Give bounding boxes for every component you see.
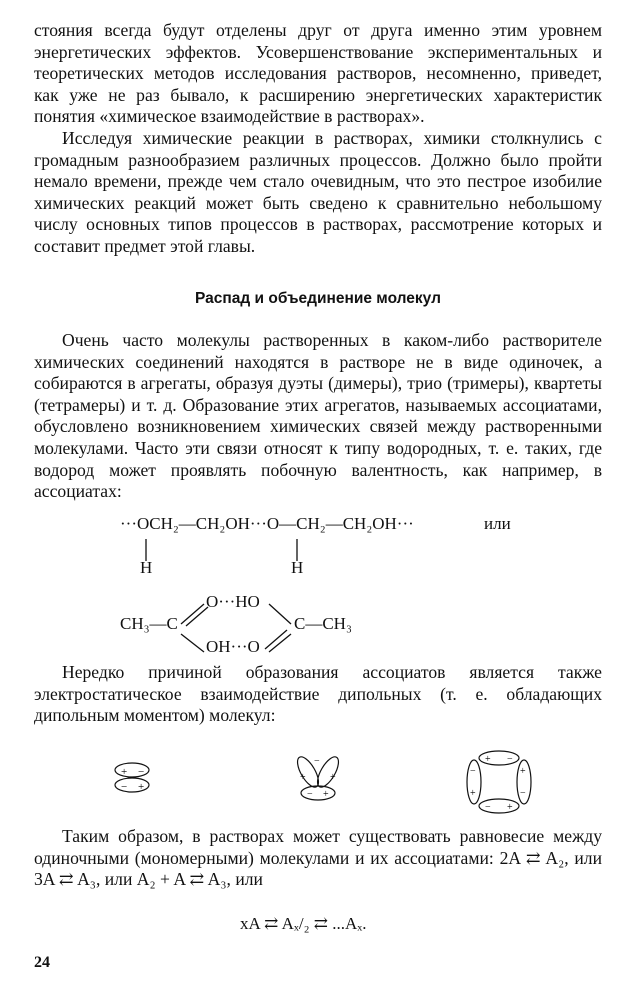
section-heading: Распад и объединение молекул — [195, 290, 441, 307]
plus-sign: + — [507, 802, 513, 813]
eq-mixed: A₂ + A ⇄ A₃, — [136, 869, 231, 890]
or-word-1: или — [484, 514, 511, 533]
book-page — [34, 20, 602, 933]
acetic-bonds — [34, 590, 602, 670]
or-separator-2: или — [104, 869, 133, 890]
page-number: 24 — [34, 954, 50, 971]
h-label-1: H — [140, 558, 153, 577]
eq-a2: 2A ⇄ A₂, — [499, 847, 569, 868]
plus-sign: + — [470, 788, 476, 799]
minus-sign: − — [470, 766, 476, 777]
plus-sign: + — [121, 766, 128, 778]
plus-sign: + — [330, 772, 336, 783]
equilibrium-text: Таким образом, в растворах может существовать равновесие между одиночными (мономерными) молекулами и их ассоциатами: — [34, 826, 602, 868]
dipole-diagrams — [34, 740, 602, 830]
dipole-dimer — [115, 763, 149, 793]
minus-sign: − — [520, 788, 526, 799]
h-label-2: H — [291, 558, 304, 577]
acetic-left-group: CH₃—C — [120, 614, 178, 633]
intro-second-paragraph: Исследуя химические реакции в растворах, химики столкнулись с громадным разнообразием различных процессов. Должно было пройти немало времени, прежде чем стало очевидным, что это пестрое изобилие химических реакций может быть сведено к сравнительно небольшому числу основных типов процессов в растворах, рассмотрение которых и составит предмет этой главы. — [34, 127, 602, 256]
or-separator-3: или — [235, 869, 263, 890]
minus-sign: − — [307, 789, 313, 800]
dipole-tetramer — [467, 751, 531, 813]
minus-sign: − — [507, 754, 513, 765]
equilibrium-paragraph — [34, 826, 602, 891]
intro-continuation-paragraph: стояния всегда будут отделены друг от друга именно этим уровнем энергетических эффектов. Усовершенствование экспериментальных и теоретических методов исследования растворов, несомненно, приведет, как уже не раз бывало, к расширению энергетических характеристик понятия «химическое взаимодействие в растворах». — [34, 20, 602, 127]
acetic-top-bridge: O···HO — [206, 592, 260, 611]
minus-sign: − — [314, 756, 320, 767]
acetic-bottom-bridge: OH···O — [206, 637, 260, 656]
dipole-paragraph: Нередко причиной образования ассоциатов является также электростатическое взаимодействие дипольных (т. е. обладающих дипольным моментом) молекул: — [34, 662, 602, 726]
association-paragraph: Очень часто молекулы растворенных в каком-либо растворителе химических соединений находятся в растворе не в виде одиночек, а собираются в агрегаты, образуя дуэты (димеры), трио (тримеры), квартеты (тетрамеры) и т. д. Образование этих агрегатов, называемых ассоциатами, обусловлено возникновением химических связей между растворенными молекулами. Часто эти связи относят к типу водородных, т. е. таких, где водород может проявлять побочную валентность, как например, в ассоциатах: — [34, 330, 602, 502]
minus-sign: − — [485, 802, 491, 813]
glycol-h-bonds — [34, 535, 602, 595]
dipole-trimer — [293, 754, 342, 800]
eq-a3: 3A ⇄ A₃, — [34, 869, 101, 890]
plus-sign: + — [300, 772, 306, 783]
plus-sign: + — [520, 766, 526, 777]
minus-sign: − — [138, 766, 145, 778]
or-separator-1: или — [574, 847, 602, 868]
plus-sign: + — [485, 754, 491, 765]
acetic-right-group: C—CH₃ — [294, 614, 352, 633]
general-equilibrium-formula: xA ⇄ Aₓ/₂ ⇄ ...Aₓ. — [240, 914, 367, 933]
minus-sign: − — [121, 781, 128, 793]
glycol-association-formula — [120, 514, 414, 534]
plus-sign: + — [323, 789, 329, 800]
glycol-chain: ···OCH₂—CH₂OH···O—CH₂—CH₂OH··· — [120, 514, 414, 533]
plus-sign: + — [138, 781, 145, 793]
